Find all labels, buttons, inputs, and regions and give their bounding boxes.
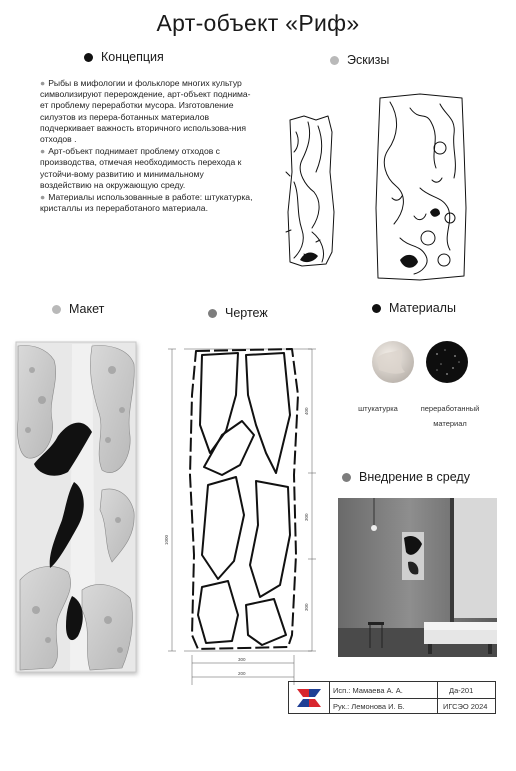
paragraph-bullet-icon: ●	[40, 192, 46, 203]
concept-paragraph: ● Рыбы в мифологии и фольклоре многих культур символизируют перерождение, арт-объект поднима-ет проблему переработки мусора. Изготовление силуэтов из перера-ботанных материалов подчеркивает важность вторичного использова-ния отходов .	[40, 78, 251, 145]
drawing-heading-label: Чертеж	[225, 306, 268, 320]
concept-heading-label: Концепция	[101, 50, 164, 64]
recycled-label-line1: переработанный	[420, 404, 480, 413]
page-title: Арт-объект «Риф»	[156, 10, 360, 36]
model-photo	[12, 340, 140, 676]
bullet-dot-icon	[52, 305, 61, 314]
concept-paragraph: ● Арт-объект поднимает проблему отходов с производства, отмечая необходимость перехода к устойчи-вому развитию и минимальному воздействию на окружающую среду.	[40, 146, 242, 190]
materials-heading-label: Материалы	[389, 301, 456, 315]
sketches-heading	[330, 53, 389, 67]
dim-height-left: 1000	[164, 534, 169, 545]
sketches-heading-label: Эскизы	[347, 53, 390, 67]
title-block	[288, 681, 496, 714]
paragraph-bullet-icon: ●	[40, 78, 46, 88]
plaster-label: штукатурка	[358, 404, 398, 413]
model-heading-label: Макет	[69, 302, 105, 316]
dim-width-inner: 300	[238, 657, 246, 662]
institution-cell: ИГСЭО 2024	[443, 702, 488, 711]
supervisor-cell: Рук.: Лемонова И. Б.	[333, 702, 405, 711]
concept-text	[40, 78, 255, 215]
technical-drawing	[162, 335, 332, 685]
materials-heading	[372, 301, 456, 315]
plaster-swatch-image	[371, 340, 415, 384]
bullet-dot-icon	[372, 304, 381, 313]
recycled-material-swatch-image	[425, 340, 469, 384]
concept-paragraph: ● Материалы использованные в работе: штукатурка, кристаллы из переработаного материала.	[40, 192, 253, 214]
dim-lower-segment: 300	[304, 603, 309, 611]
executor-cell: Исп.: Мамаева А. А.	[333, 686, 403, 695]
group-cell: Да-201	[449, 686, 474, 695]
bullet-dot-icon	[208, 309, 217, 318]
integration-heading-label: Внедрение в среду	[359, 470, 470, 484]
institution-logo-icon	[293, 685, 325, 711]
recycled-label-line2: материал	[433, 419, 467, 428]
bullet-dot-icon	[330, 56, 339, 65]
stamp-divider	[329, 698, 495, 699]
concept-heading	[84, 50, 164, 64]
sketch-2-image	[370, 88, 470, 286]
integration-heading	[342, 470, 470, 484]
dim-width-outer: 200	[238, 671, 246, 676]
interior-photo	[338, 498, 497, 657]
drawing-heading	[208, 306, 268, 320]
paragraph-bullet-icon: ●	[40, 146, 46, 157]
sketch-1-image	[282, 112, 340, 270]
dim-top-segment: 400	[304, 407, 309, 415]
model-heading	[52, 302, 104, 316]
bullet-dot-icon	[342, 473, 351, 482]
bullet-dot-icon	[84, 53, 93, 62]
dim-mid-segment: 300	[304, 513, 309, 521]
